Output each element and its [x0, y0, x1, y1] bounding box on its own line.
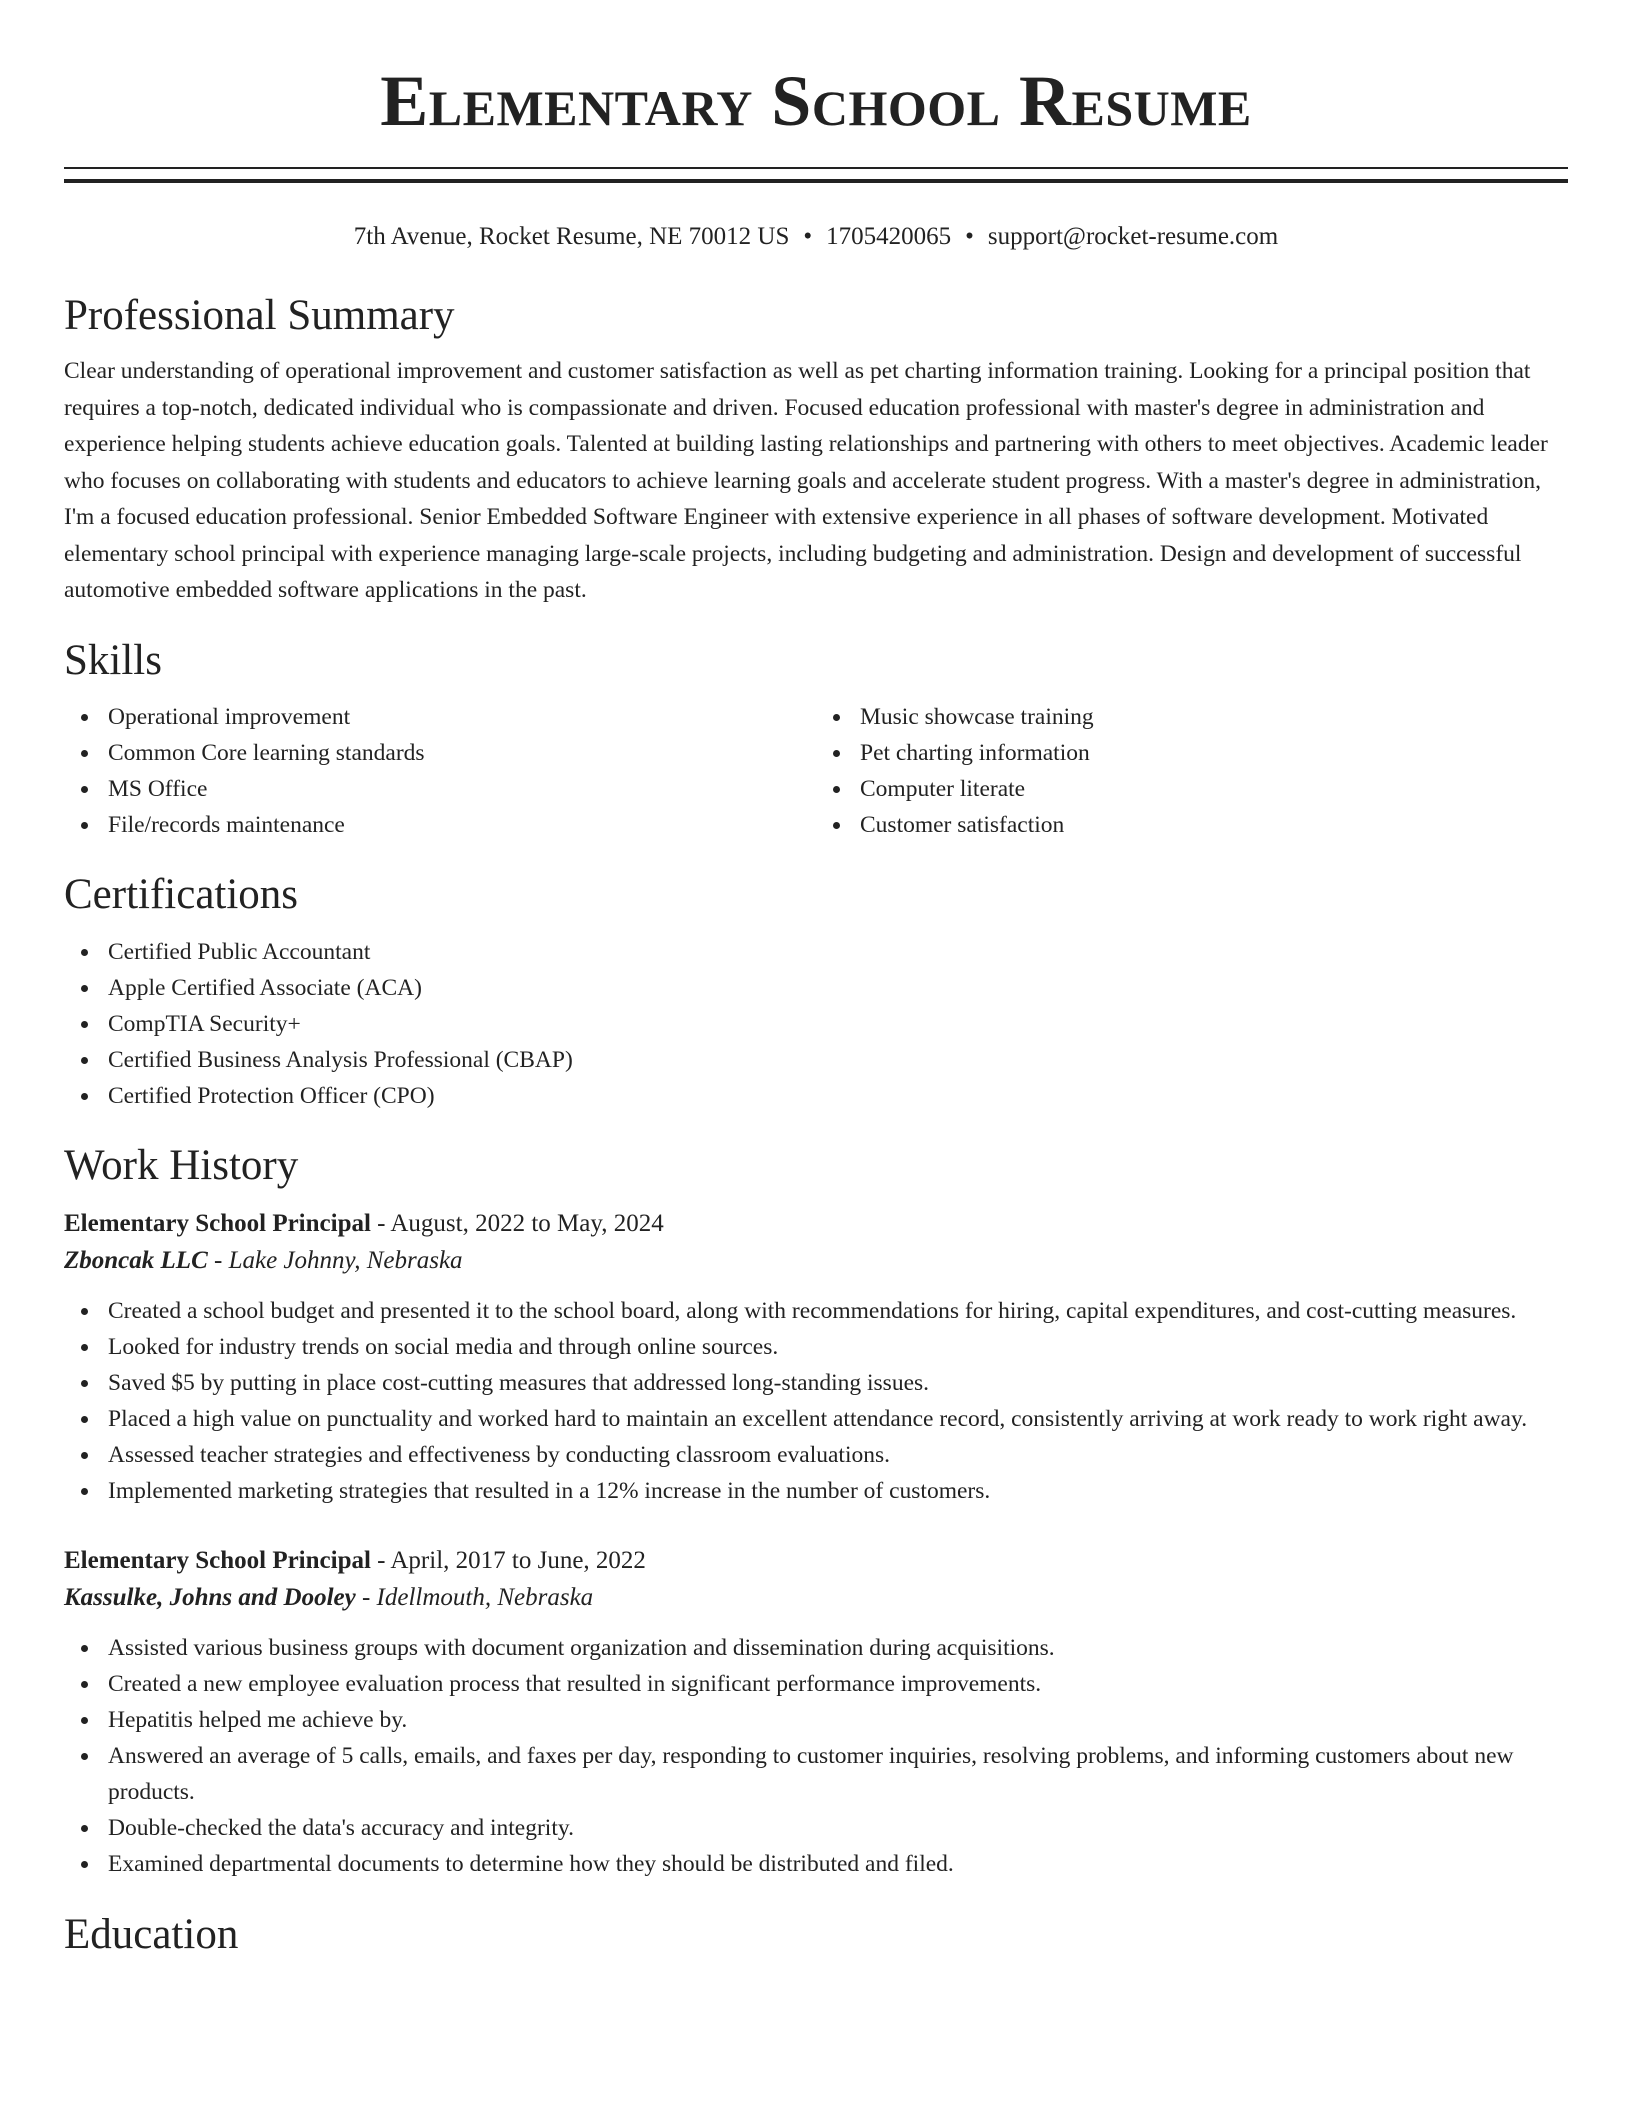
resume-page: [64, 0, 1568, 1961]
job-title: Elementary School Principal: [64, 1209, 371, 1237]
list-item: Pet charting information: [860, 735, 1568, 771]
list-item: Examined departmental documents to determine how they should be distributed and filed.: [108, 1846, 1568, 1882]
list-item: Certified Public Accountant: [108, 934, 1568, 970]
skills-columns: [64, 699, 1568, 843]
list-item: Assisted various business groups with document organization and dissemination during acquisitions.: [108, 1630, 1568, 1666]
list-item: Certified Protection Officer (CPO): [108, 1078, 1568, 1114]
contact-separator: •: [803, 223, 813, 250]
summary-heading: Professional Summary: [64, 292, 455, 339]
job-location: - Idellmouth, Nebraska: [355, 1583, 594, 1611]
certifications-list: [64, 934, 1568, 1114]
certifications-heading: Certifications: [64, 870, 299, 918]
education-heading: Education: [64, 1910, 239, 1958]
list-item: Implemented marketing strategies that resulted in a 12% increase in the number of customers.: [108, 1473, 1568, 1509]
job-dates: - April, 2017 to June, 2022: [370, 1546, 646, 1574]
job-location: - Lake Johnny, Nebraska: [207, 1246, 463, 1274]
job-bullets: [64, 1293, 1568, 1509]
list-item: Assessed teacher strategies and effectiveness by conducting classroom evaluations.: [108, 1437, 1568, 1473]
list-item: Certified Business Analysis Professional (CBAP): [108, 1042, 1568, 1078]
list-item: Created a school budget and presented it to the school board, along with recommendations for hiring, capital expenditures, and cost-cutting measures.: [108, 1293, 1568, 1329]
job-company-line: [64, 1579, 1568, 1616]
list-item: Music showcase training: [860, 699, 1568, 735]
list-item: Placed a high value on punctuality and worked hard to maintain an excellent attendance record, consistently arriving at work ready to work right away.: [108, 1401, 1568, 1437]
job-company: Zboncak LLC: [64, 1246, 208, 1274]
skills-list-left: [64, 699, 816, 843]
job-entry: [64, 1205, 1568, 1509]
job-title-line: [64, 1542, 1568, 1579]
list-item: Looked for industry trends on social media and through online sources.: [108, 1329, 1568, 1365]
contact-phone: 1705420065: [826, 223, 952, 250]
list-item: Created a new employee evaluation process that resulted in significant performance improvements.: [108, 1666, 1568, 1702]
list-item: File/records maintenance: [108, 807, 816, 843]
contact-separator: •: [965, 223, 974, 250]
job-dates: - August, 2022 to May, 2024: [370, 1209, 664, 1237]
contact-email: support@rocket-resume.com: [987, 223, 1279, 250]
job-title-line: [64, 1205, 1568, 1242]
skills-list-right: [816, 699, 1568, 843]
list-item: Apple Certified Associate (ACA): [108, 970, 1568, 1006]
job-company: Kassulke, Johns and Dooley: [64, 1583, 356, 1611]
list-item: Operational improvement: [108, 699, 816, 735]
skills-heading: Skills: [64, 636, 162, 684]
contact-address: 7th Avenue, Rocket Resume, NE 70012 US: [353, 223, 790, 250]
job-bullets: [64, 1630, 1568, 1882]
list-item: Answered an average of 5 calls, emails, and faxes per day, responding to customer inquiries, resolving problems, and informing customers about new products.: [108, 1738, 1568, 1810]
list-item: Double-checked the data's accuracy and integrity.: [108, 1810, 1568, 1846]
summary-text: Clear understanding of operational improvement and customer satisfaction as well as pet charting information training. Looking for a principal position that requires a top-notch, dedicated individual who is compassionate and driven. Focused education professional with master's degree in administration and experience helping students achieve education goals. Talented at building lasting relationships and partnering with others to meet objectives. Academic leader who focuses on collaborating with students and educators to achieve learning goals and accelerate student progress. With a master's degree in administration, I'm a focused education professional. Senior Embedded Software Engineer with extensive experience in all phases of software development. Motivated elementary school principal with experience managing large-scale projects, including budgeting and administration. Design and development of successful automotive embedded software applications in the past.: [64, 358, 1548, 603]
list-item: Common Core learning standards: [108, 735, 816, 771]
job-entry: [64, 1542, 1568, 1882]
title-divider: [64, 167, 1568, 183]
list-item: Customer satisfaction: [860, 807, 1568, 843]
list-item: Computer literate: [860, 771, 1568, 807]
work-history-heading: Work History: [64, 1141, 299, 1189]
list-item: MS Office: [108, 771, 816, 807]
list-item: Saved $5 by putting in place cost-cutting measures that addressed long-standing issues.: [108, 1365, 1568, 1401]
resume-title: Elementary School Resume: [380, 61, 1252, 141]
job-title: Elementary School Principal: [64, 1546, 371, 1574]
list-item: CompTIA Security+: [108, 1006, 1568, 1042]
job-company-line: [64, 1242, 1568, 1279]
list-item: Hepatitis helped me achieve by.: [108, 1702, 1568, 1738]
contact-line: [64, 220, 1568, 254]
